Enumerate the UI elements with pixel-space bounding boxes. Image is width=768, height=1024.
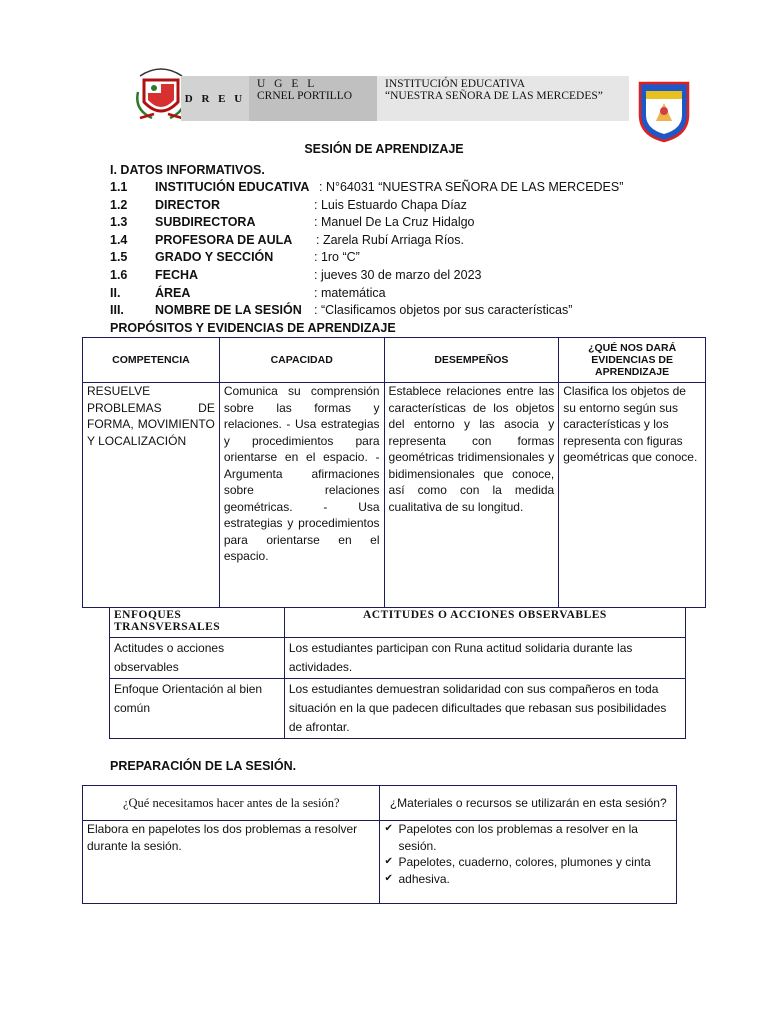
peru-coat-of-arms-logo — [134, 62, 188, 124]
table-row — [110, 638, 686, 679]
info-num: 1.5 — [110, 250, 128, 264]
banner-dreu: D R E U — [181, 76, 249, 121]
list-item: ✔ Papelotes, cuaderno, colores, plumones y cinta — [384, 854, 672, 871]
info-num: II. — [110, 286, 121, 300]
cell-antes: Elabora en papelotes los dos problemas a resolver durante la sesión. — [83, 821, 380, 904]
info-num: 1.4 — [110, 233, 128, 247]
propositos-table — [82, 337, 706, 608]
propositos-heading: PROPÓSITOS Y EVIDENCIAS DE APRENDIZAJE — [110, 321, 396, 335]
cell-materiales — [380, 821, 677, 904]
info-value: : Luis Estuardo Chapa Díaz — [314, 198, 467, 212]
info-label: SUBDIRECTORA — [155, 215, 256, 229]
header-capacidad: CAPACIDAD — [219, 338, 384, 383]
list-item: ✔ adhesiva. — [384, 871, 672, 888]
info-value: : 1ro “C” — [314, 250, 360, 264]
info-num: 1.2 — [110, 198, 128, 212]
cell-desempenos: Establece relaciones entre las características de los objetos del entorno y las asocia y representa con formas geométricas tridimensionales y bidimensionales que conoce, así como con la medida cualitativa de su longitud. — [384, 383, 559, 608]
info-label: PROFESORA DE AULA — [155, 233, 293, 247]
info-label: INSTITUCIÓN EDUCATIVA — [155, 180, 310, 194]
header-actitudes: ACTITUDES O ACCIONES OBSERVABLES — [284, 608, 685, 638]
header-desempenos: DESEMPEÑOS — [384, 338, 559, 383]
cell-actitud: Los estudiantes demuestran solidaridad con sus compañeros en toda situación en la que padecen dificultades que rebasan sus posibilidades de afrontar. — [284, 679, 685, 739]
institucion-name: “NUESTRA SEÑORA DE LAS MERCEDES” — [385, 90, 603, 102]
header-materiales: ¿Materiales o recursos se utilizarán en esta sesión? — [380, 786, 677, 821]
header-enfoques: ENFOQUES TRANSVERSALES — [110, 608, 285, 638]
info-value: : matemática — [314, 286, 386, 300]
info-num: III. — [110, 303, 124, 317]
cell-capacidad: Comunica su comprensión sobre las formas y relaciones. - Usa estrategias y procedimientos para orientarse en el espacio. - Argumenta afirmaciones sobre relaciones geométricas. - Usa estrategias y procedimientos para orientarse en el espacio. — [219, 383, 384, 608]
info-value: : N°64031 “NUESTRA SEÑORA DE LAS MERCEDES” — [319, 180, 624, 194]
ugel-subtitle: CRNEL PORTILLO — [257, 90, 353, 102]
header-competencia: COMPETENCIA — [83, 338, 220, 383]
enfoques-table — [109, 607, 686, 739]
cell-evidencias: Clasifica los objetos de su entorno según sus características y los representa con figuras geométricas que conoce. — [559, 383, 706, 608]
info-num: 1.3 — [110, 215, 128, 229]
cell-actitud: Los estudiantes participan con Runa actitud solidaria durante las actividades. — [284, 638, 685, 679]
datos-heading: I. DATOS INFORMATIVOS. — [110, 163, 265, 177]
banner-institucion — [377, 76, 629, 121]
info-label: NOMBRE DE LA SESIÓN — [155, 303, 302, 317]
ugel-title: U G E L — [257, 78, 318, 90]
info-label: GRADO Y SECCIÓN — [155, 250, 274, 264]
info-label: DIRECTOR — [155, 198, 221, 212]
header-antes: ¿Qué necesitamos hacer antes de la sesión? — [83, 786, 380, 821]
preparacion-table — [82, 785, 677, 904]
header-evidencias: ¿QUÉ NOS DARÁ EVIDENCIAS DE APRENDIZAJE — [559, 338, 706, 383]
preparacion-heading: PREPARACIÓN DE LA SESIÓN. — [110, 759, 297, 773]
info-num: 1.6 — [110, 268, 128, 282]
table-row — [83, 383, 706, 608]
cell-competencia: RESUELVE PROBLEMAS DE FORMA, MOVIMIENTO Y LOCALIZACIÓN — [83, 383, 220, 608]
table-header-row — [83, 786, 677, 821]
info-value: : Zarela Rubí Arriaga Ríos. — [316, 233, 464, 247]
page-title: SESIÓN DE APRENDIZAJE — [304, 142, 464, 156]
table-header-row — [83, 338, 706, 383]
table-row — [110, 679, 686, 739]
institucion-title: INSTITUCIÓN EDUCATIVA — [385, 78, 526, 90]
cell-enfoque: Actitudes o acciones observables — [110, 638, 285, 679]
banner-ugel — [249, 76, 377, 121]
table-row — [83, 821, 677, 904]
list-item: ✔ Papelotes con los problemas a resolver en la sesión. — [384, 821, 672, 854]
cell-enfoque: Enfoque Orientación al bien común — [110, 679, 285, 739]
info-num: 1.1 — [110, 180, 128, 194]
info-value: : “Clasificamos objetos por sus características” — [314, 303, 573, 317]
materials-list — [384, 821, 672, 887]
info-value: : Manuel De La Cruz Hidalgo — [314, 215, 475, 229]
school-crest-logo — [636, 79, 692, 143]
table-header-row — [110, 608, 686, 638]
info-label: FECHA — [155, 268, 199, 282]
info-value: : jueves 30 de marzo del 2023 — [314, 268, 482, 282]
info-label: ÁREA — [155, 286, 191, 300]
